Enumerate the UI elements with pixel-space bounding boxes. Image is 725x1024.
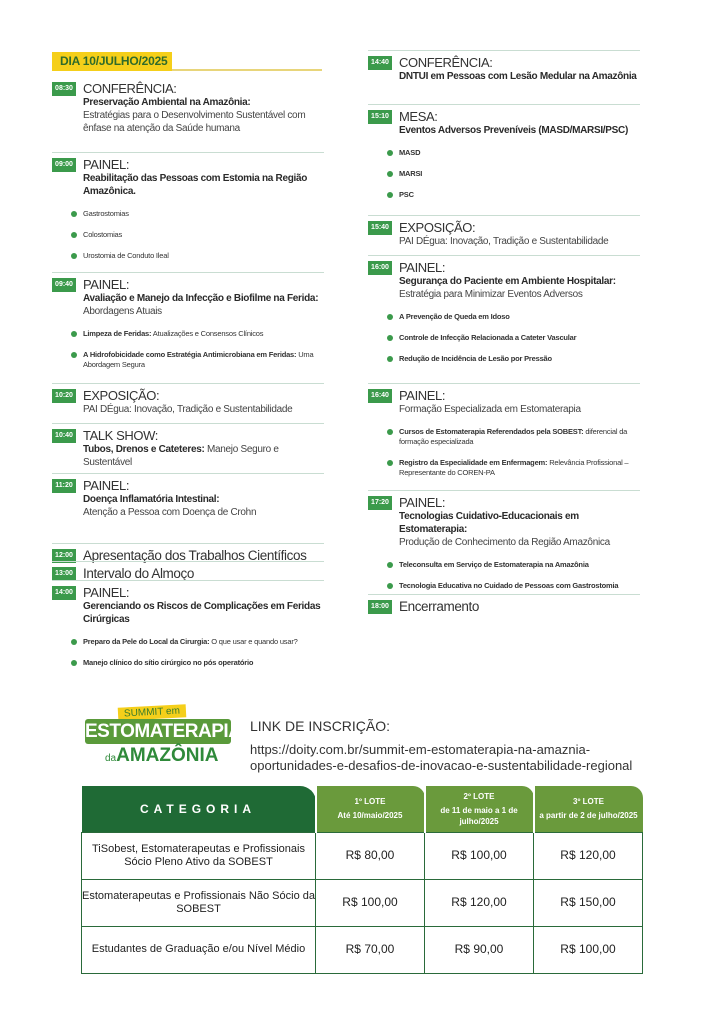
item-bold: A Hidrofobicidade como Estratégia Antimicrobiana em Feridas: (83, 350, 297, 359)
session-body (83, 273, 324, 370)
session-body (83, 153, 324, 261)
session-subtitle: PAI DÉgua: Inovação, Tradição e Sustentabilidade (83, 404, 293, 415)
schedule-item (368, 255, 640, 364)
category-cell: Estomaterapeutas e Profissionais Não Sócio da SOBEST (82, 879, 316, 926)
bullet-icon (387, 150, 393, 156)
session-body (399, 216, 640, 248)
item-text: Gastrostomias (83, 209, 129, 218)
session-type: PAINEL: (83, 157, 130, 172)
bullet-icon (387, 460, 393, 466)
price-cell: R$ 100,00 (425, 832, 534, 879)
logo-amazonia: daAMAZÔNIA (105, 745, 219, 766)
logo-summit: SUMMIT em (118, 704, 187, 721)
item-bold: MARSI (399, 169, 423, 178)
schedule-item (52, 580, 324, 668)
registration-link[interactable]: https://doity.com.br/summit-em-estomaterapia-na-amaznia- oportunidades-e-desafios-de-inovacao-e-sustentabilidade-regional (250, 742, 633, 773)
time-badge: 13:00 (52, 567, 76, 581)
bullet-icon (71, 232, 77, 238)
session-type: Encerramento (399, 599, 479, 614)
table-row (82, 879, 643, 926)
session-type: EXPOSIÇÃO: (83, 388, 160, 403)
session-title: DNTUI em Pessoas com Lesão Medular na Amazônia (399, 71, 637, 82)
list-item (387, 458, 640, 478)
item-bold: Manejo clínico do sítio cirúrgico no pós operatório (83, 658, 254, 667)
list-item (387, 354, 640, 364)
session-title-line (83, 443, 324, 469)
divider (172, 69, 322, 71)
bullet-icon (71, 639, 77, 645)
item-text: Atualizações e Consensos Clínicos (151, 329, 264, 338)
schedule-item (368, 215, 640, 248)
list-item (387, 333, 640, 343)
price-cell: R$ 70,00 (316, 926, 425, 973)
time-badge: 08:30 (52, 82, 76, 96)
session-type: CONFERÊNCIA: (399, 55, 493, 70)
registration-label: LINK DE INSCRIÇÃO: (250, 718, 391, 734)
price-cell: R$ 120,00 (425, 879, 534, 926)
session-subtitle: Manejo Seguro e Sustentável (83, 444, 279, 468)
session-title: Doença Inflamatória Intestinal: (83, 494, 220, 505)
item-text: Uma Abordagem Segura (83, 350, 314, 369)
session-body (399, 491, 640, 591)
item-text: diferencial da formação especializada (399, 427, 628, 446)
time-badge: 11:20 (52, 479, 76, 493)
table-row (82, 926, 643, 973)
schedule-item (52, 383, 324, 416)
schedule-item (52, 272, 324, 370)
item-bold: Tecnologia Educativa no Cuidado de Pessoas com Gastrostomia (399, 581, 619, 590)
summit-logo (85, 705, 242, 770)
time-badge: 14:00 (52, 586, 76, 600)
schedule-item (52, 473, 324, 519)
category-cell: TiSobest, Estomaterapeutas e Profissionais Sócio Pleno Ativo da SOBEST (82, 832, 316, 879)
session-body (399, 384, 640, 478)
item-bold: Teleconsulta em Serviço de Estomaterapia na Amazônia (399, 560, 589, 569)
time-badge: 14:40 (368, 56, 392, 70)
list-item (71, 350, 324, 370)
bullet-icon (387, 583, 393, 589)
list-item (387, 581, 640, 591)
session-body (399, 595, 640, 614)
session-body (83, 384, 324, 416)
list-item (387, 169, 640, 179)
bullet-icon (387, 335, 393, 341)
session-title: Gerenciando os Riscos de Complicações em Feridas Cirúrgicas (83, 601, 321, 625)
time-badge: 09:00 (52, 158, 76, 172)
time-badge: 18:00 (368, 600, 392, 614)
time-badge: 15:40 (368, 221, 392, 235)
list-item (387, 427, 640, 447)
session-type: PAINEL: (83, 277, 130, 292)
list-item (71, 658, 324, 668)
schedule-item (368, 490, 640, 591)
session-body (83, 424, 324, 469)
time-badge: 12:00 (52, 549, 76, 563)
session-title: Eventos Adversos Preveníveis (MASD/MARSI/PSC) (399, 125, 628, 136)
session-title: Preservação Ambiental na Amazônia: (83, 97, 251, 108)
bullet-icon (71, 253, 77, 259)
price-table (81, 786, 643, 974)
price-cell: R$ 100,00 (316, 879, 425, 926)
price-cell: R$ 120,00 (534, 832, 643, 879)
session-body (399, 256, 640, 364)
list-item (71, 230, 324, 240)
list-item (71, 637, 324, 647)
item-text: Relevância Profissional – Representante do COREN-PA (399, 458, 629, 477)
bullet-icon (71, 352, 77, 358)
time-badge: 10:20 (52, 389, 76, 403)
list-item (71, 251, 324, 261)
time-badge: 17:20 (368, 496, 392, 510)
session-type: TALK SHOW: (83, 428, 158, 443)
item-bold: Controle de Infecção Relacionada a Cateter Vascular (399, 333, 577, 342)
time-badge: 10:40 (52, 429, 76, 443)
schedule-item (368, 594, 640, 614)
list-item (387, 312, 640, 322)
bullet-icon (71, 660, 77, 666)
session-type: PAINEL: (399, 495, 446, 510)
session-body (83, 474, 324, 519)
item-bold: Registro da Especialidade em Enfermagem: (399, 458, 548, 467)
session-type: PAINEL: (399, 260, 446, 275)
table-row (82, 832, 643, 879)
list-item (387, 148, 640, 158)
item-bold: Preparo da Pele do Local da Cirurgia: (83, 637, 210, 646)
item-text: Urostomia de Conduto Ileal (83, 251, 169, 260)
session-title: Avaliação e Manejo da Infecção e Biofilme na Ferida: (83, 293, 319, 304)
price-cell: R$ 150,00 (534, 879, 643, 926)
session-body (399, 51, 640, 83)
session-body (83, 562, 324, 581)
session-subtitle: Estratégia para Minimizar Eventos Adversos (399, 289, 583, 300)
bullet-icon (387, 562, 393, 568)
session-body (399, 105, 640, 200)
session-type: PAINEL: (399, 388, 446, 403)
list-item (71, 329, 324, 339)
price-cell: R$ 90,00 (425, 926, 534, 973)
item-bold: Cursos de Estomaterapia Referendados pela SOBEST: (399, 427, 584, 436)
logo-main: ESTOMATERAPIA (85, 721, 242, 742)
session-title: Segurança do Paciente em Ambiente Hospitalar: (399, 276, 616, 287)
session-type: PAINEL: (83, 478, 130, 493)
time-badge: 16:40 (368, 389, 392, 403)
bullet-icon (387, 314, 393, 320)
item-bold: Limpeza de Feridas: (83, 329, 152, 338)
session-title: Reabilitação das Pessoas com Estomia na Região Amazônica. (83, 173, 308, 197)
session-subtitle: Abordagens Atuais (83, 306, 162, 317)
session-body (83, 77, 324, 135)
lot-header: 3º LOTE a partir de 2 de julho/2025 (534, 786, 643, 832)
bullet-icon (387, 171, 393, 177)
session-type: MESA: (399, 109, 438, 124)
item-bold: A Prevenção de Queda em Idoso (399, 312, 510, 321)
session-title: Tubos, Drenos e Cateteres: (83, 444, 205, 455)
price-cell: R$ 100,00 (534, 926, 643, 973)
list-item (387, 190, 640, 200)
session-subtitle: Atenção a Pessoa com Doença de Crohn (83, 507, 257, 518)
bullet-icon (387, 192, 393, 198)
date-banner: DIA 10/JULHO/2025 (52, 52, 172, 71)
schedule-item (52, 423, 324, 469)
session-subtitle: Formação Especializada em Estomaterapia (399, 404, 581, 415)
session-subtitle: PAI DÉgua: Inovação, Tradição e Sustentabilidade (399, 236, 609, 247)
session-type: EXPOSIÇÃO: (399, 220, 476, 235)
bullet-icon (71, 331, 77, 337)
lot-header: 2º LOTE de 11 de maio a 1 de julho/2025 (425, 786, 534, 832)
list-item (71, 209, 324, 219)
session-type: Intervalo do Almoço (83, 566, 194, 581)
bullet-icon (387, 356, 393, 362)
session-title: Tecnologias Cuidativo-Educacionais em Estomaterapia: (399, 511, 579, 535)
session-body (83, 581, 324, 668)
schedule-item (52, 77, 324, 135)
schedule-item (52, 543, 324, 563)
list-item (387, 560, 640, 570)
price-cell: R$ 80,00 (316, 832, 425, 879)
schedule-item (52, 152, 324, 261)
time-badge: 16:00 (368, 261, 392, 275)
session-subtitle: Estratégias para o Desenvolvimento Sustentável com ênfase na atenção da Saúde humana (83, 110, 306, 134)
category-header: CATEGORIA (82, 786, 316, 832)
time-badge: 15:10 (368, 110, 392, 124)
session-type: CONFERÊNCIA: (83, 81, 177, 96)
session-subtitle: Produção de Conhecimento da Região Amazônica (399, 537, 610, 548)
category-cell: Estudantes de Graduação e/ou Nível Médio (82, 926, 316, 973)
item-bold: PSC (399, 190, 414, 199)
lot-header: 1º LOTE Até 10/maio/2025 (316, 786, 425, 832)
item-text: O que usar e quando usar? (209, 637, 298, 646)
session-type: PAINEL: (83, 585, 130, 600)
time-badge: 09:40 (52, 278, 76, 292)
item-bold: Redução de Incidência de Lesão por Pressão (399, 354, 552, 363)
bullet-icon (71, 211, 77, 217)
item-bold: MASD (399, 148, 421, 157)
schedule-item (368, 383, 640, 478)
bullet-icon (387, 429, 393, 435)
schedule-item (52, 561, 324, 581)
schedule-item (368, 104, 640, 200)
schedule-item (368, 50, 640, 83)
session-type: Apresentação dos Trabalhos Científicos (83, 548, 307, 563)
item-text: Colostomias (83, 230, 123, 239)
